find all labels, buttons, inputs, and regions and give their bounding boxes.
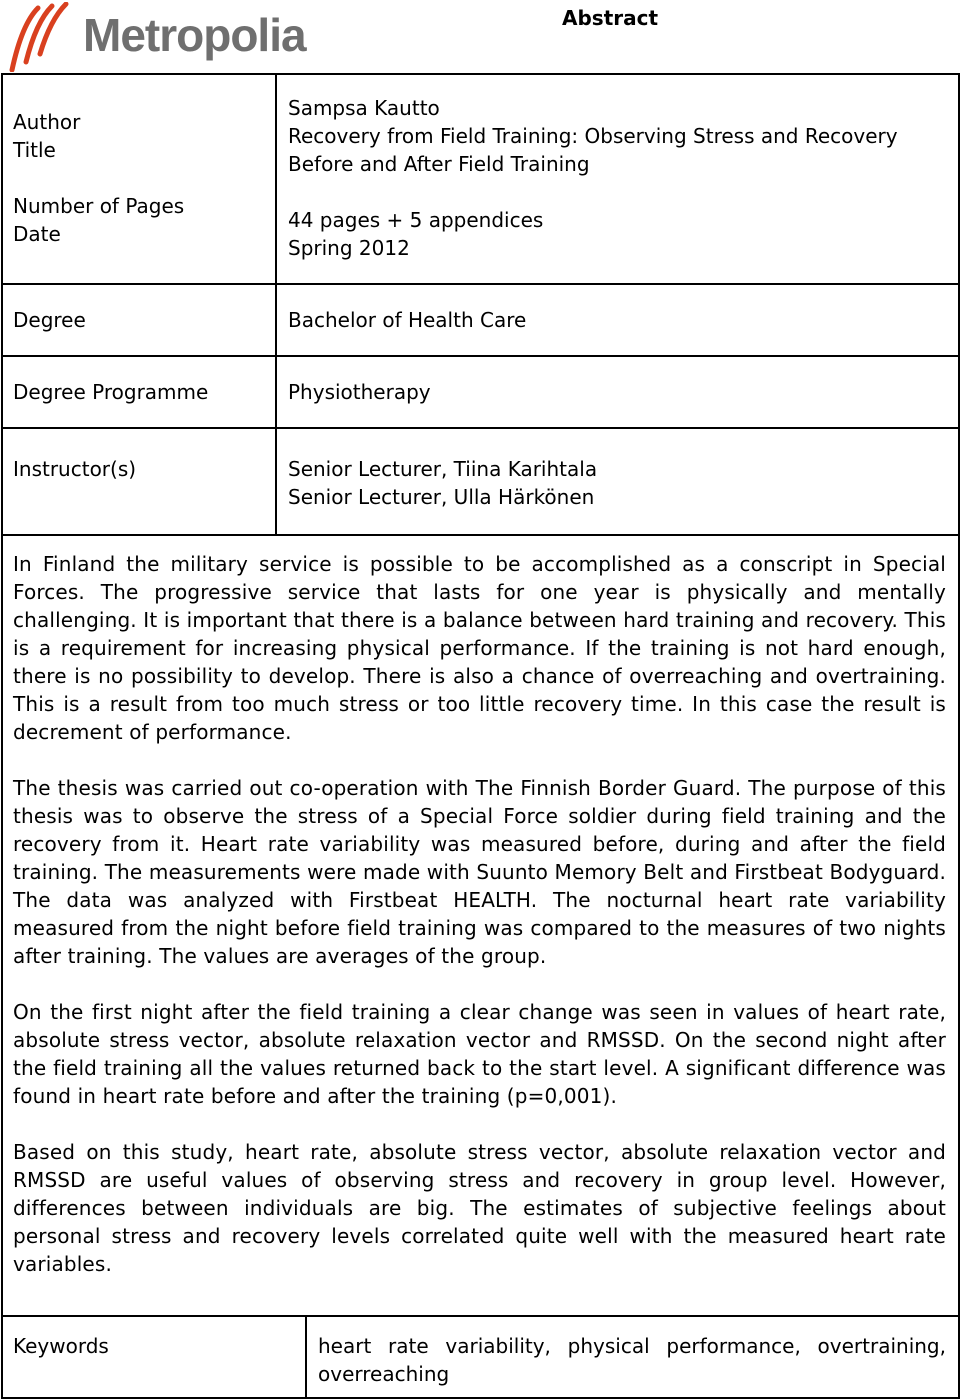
- author-value: Sampsa Kautto: [288, 96, 440, 120]
- abstract-paragraph-4: Based on this study, heart rate, absolute stress vector, absolute relaxation vector and RMSSD are useful values of observing stress and recovery in group level. However, differences between individuals are big. The estimates of subjective feelings about personal stress and recovery levels correlated quite well with the measured heart rate variables.: [13, 1140, 946, 1276]
- info-row-programme: [3, 357, 958, 429]
- programme-value: Physiotherapy: [288, 380, 431, 404]
- degree-label: Degree: [13, 308, 86, 332]
- info-row-author: [3, 75, 958, 285]
- column-divider: [275, 285, 277, 355]
- degree-value: Bachelor of Health Care: [288, 308, 527, 332]
- keywords-row: [3, 1315, 958, 1399]
- logo-text: Metropolia: [83, 9, 306, 61]
- title-label: Title: [13, 138, 56, 162]
- abstract-paragraph-3: On the first night after the field training a clear change was seen in values of heart rate, absolute stress vector, absolute relaxation vector and RMSSD. On the second night after the field training all the values returned back to the start level. A significant difference was found in heart rate before and after the training (p=0,001).: [13, 1000, 946, 1108]
- instructor-2: Senior Lecturer, Ulla Härkönen: [288, 485, 595, 509]
- instructors-label: Instructor(s): [13, 457, 137, 481]
- abstract-paragraph-2: The thesis was carried out co-operation with The Finnish Border Guard. The purpose of this thesis was to observe the stress of a Special Force soldier during field training and the recovery from it. Heart rate variability was measured before, during and after the field training. The measurements were made with Suunto Memory Belt and Firstbeat Bodyguard. The data was analyzed with Firstbeat HEALTH. The nocturnal heart rate variability measured from the night before field training was compared to the measures of two nights after training. The values are averages of the group.: [13, 776, 947, 968]
- pages-value: 44 pages + 5 appendices: [288, 208, 544, 232]
- date-label: Date: [13, 222, 61, 246]
- title-value-line1: Recovery from Field Training: Observing Stress and Recovery: [288, 124, 898, 148]
- author-label: Author: [13, 110, 81, 134]
- column-divider: [275, 429, 277, 534]
- abstract-paragraph-1: In Finland the military service is possible to be accomplished as a conscript in Special Forces. The progressive service that lasts for one year is physically and mentally challenging. It is important that there is a balance between hard training and recovery. This is a requirement for increasing physical performance. If the training is not hard enough, there is no possibility to develop. There is also a chance of overreaching and overtraining. This is a result from too much stress or too little recovery time. In this case the result is decrement of performance.: [13, 552, 946, 744]
- column-divider: [275, 75, 277, 283]
- date-value: Spring 2012: [288, 236, 410, 260]
- metropolia-logo: [8, 2, 328, 72]
- keywords-value: heart rate variability, physical performance, overtraining, overreaching: [318, 1334, 946, 1386]
- title-value-line2: Before and After Field Training: [288, 152, 590, 176]
- document-type-title: Abstract: [562, 6, 659, 30]
- column-divider: [275, 357, 277, 427]
- metropolia-logo-mark-icon: [8, 2, 88, 72]
- pages-label: Number of Pages: [13, 194, 185, 218]
- keywords-label: Keywords: [13, 1334, 109, 1358]
- instructor-1: Senior Lecturer, Tiina Karihtala: [288, 457, 598, 481]
- column-divider: [305, 1317, 307, 1399]
- programme-label: Degree Programme: [13, 380, 209, 404]
- abstract-form: [1, 73, 960, 1399]
- abstract-body: [13, 550, 946, 1306]
- info-row-instructors: [3, 429, 958, 536]
- info-row-degree: [3, 285, 958, 357]
